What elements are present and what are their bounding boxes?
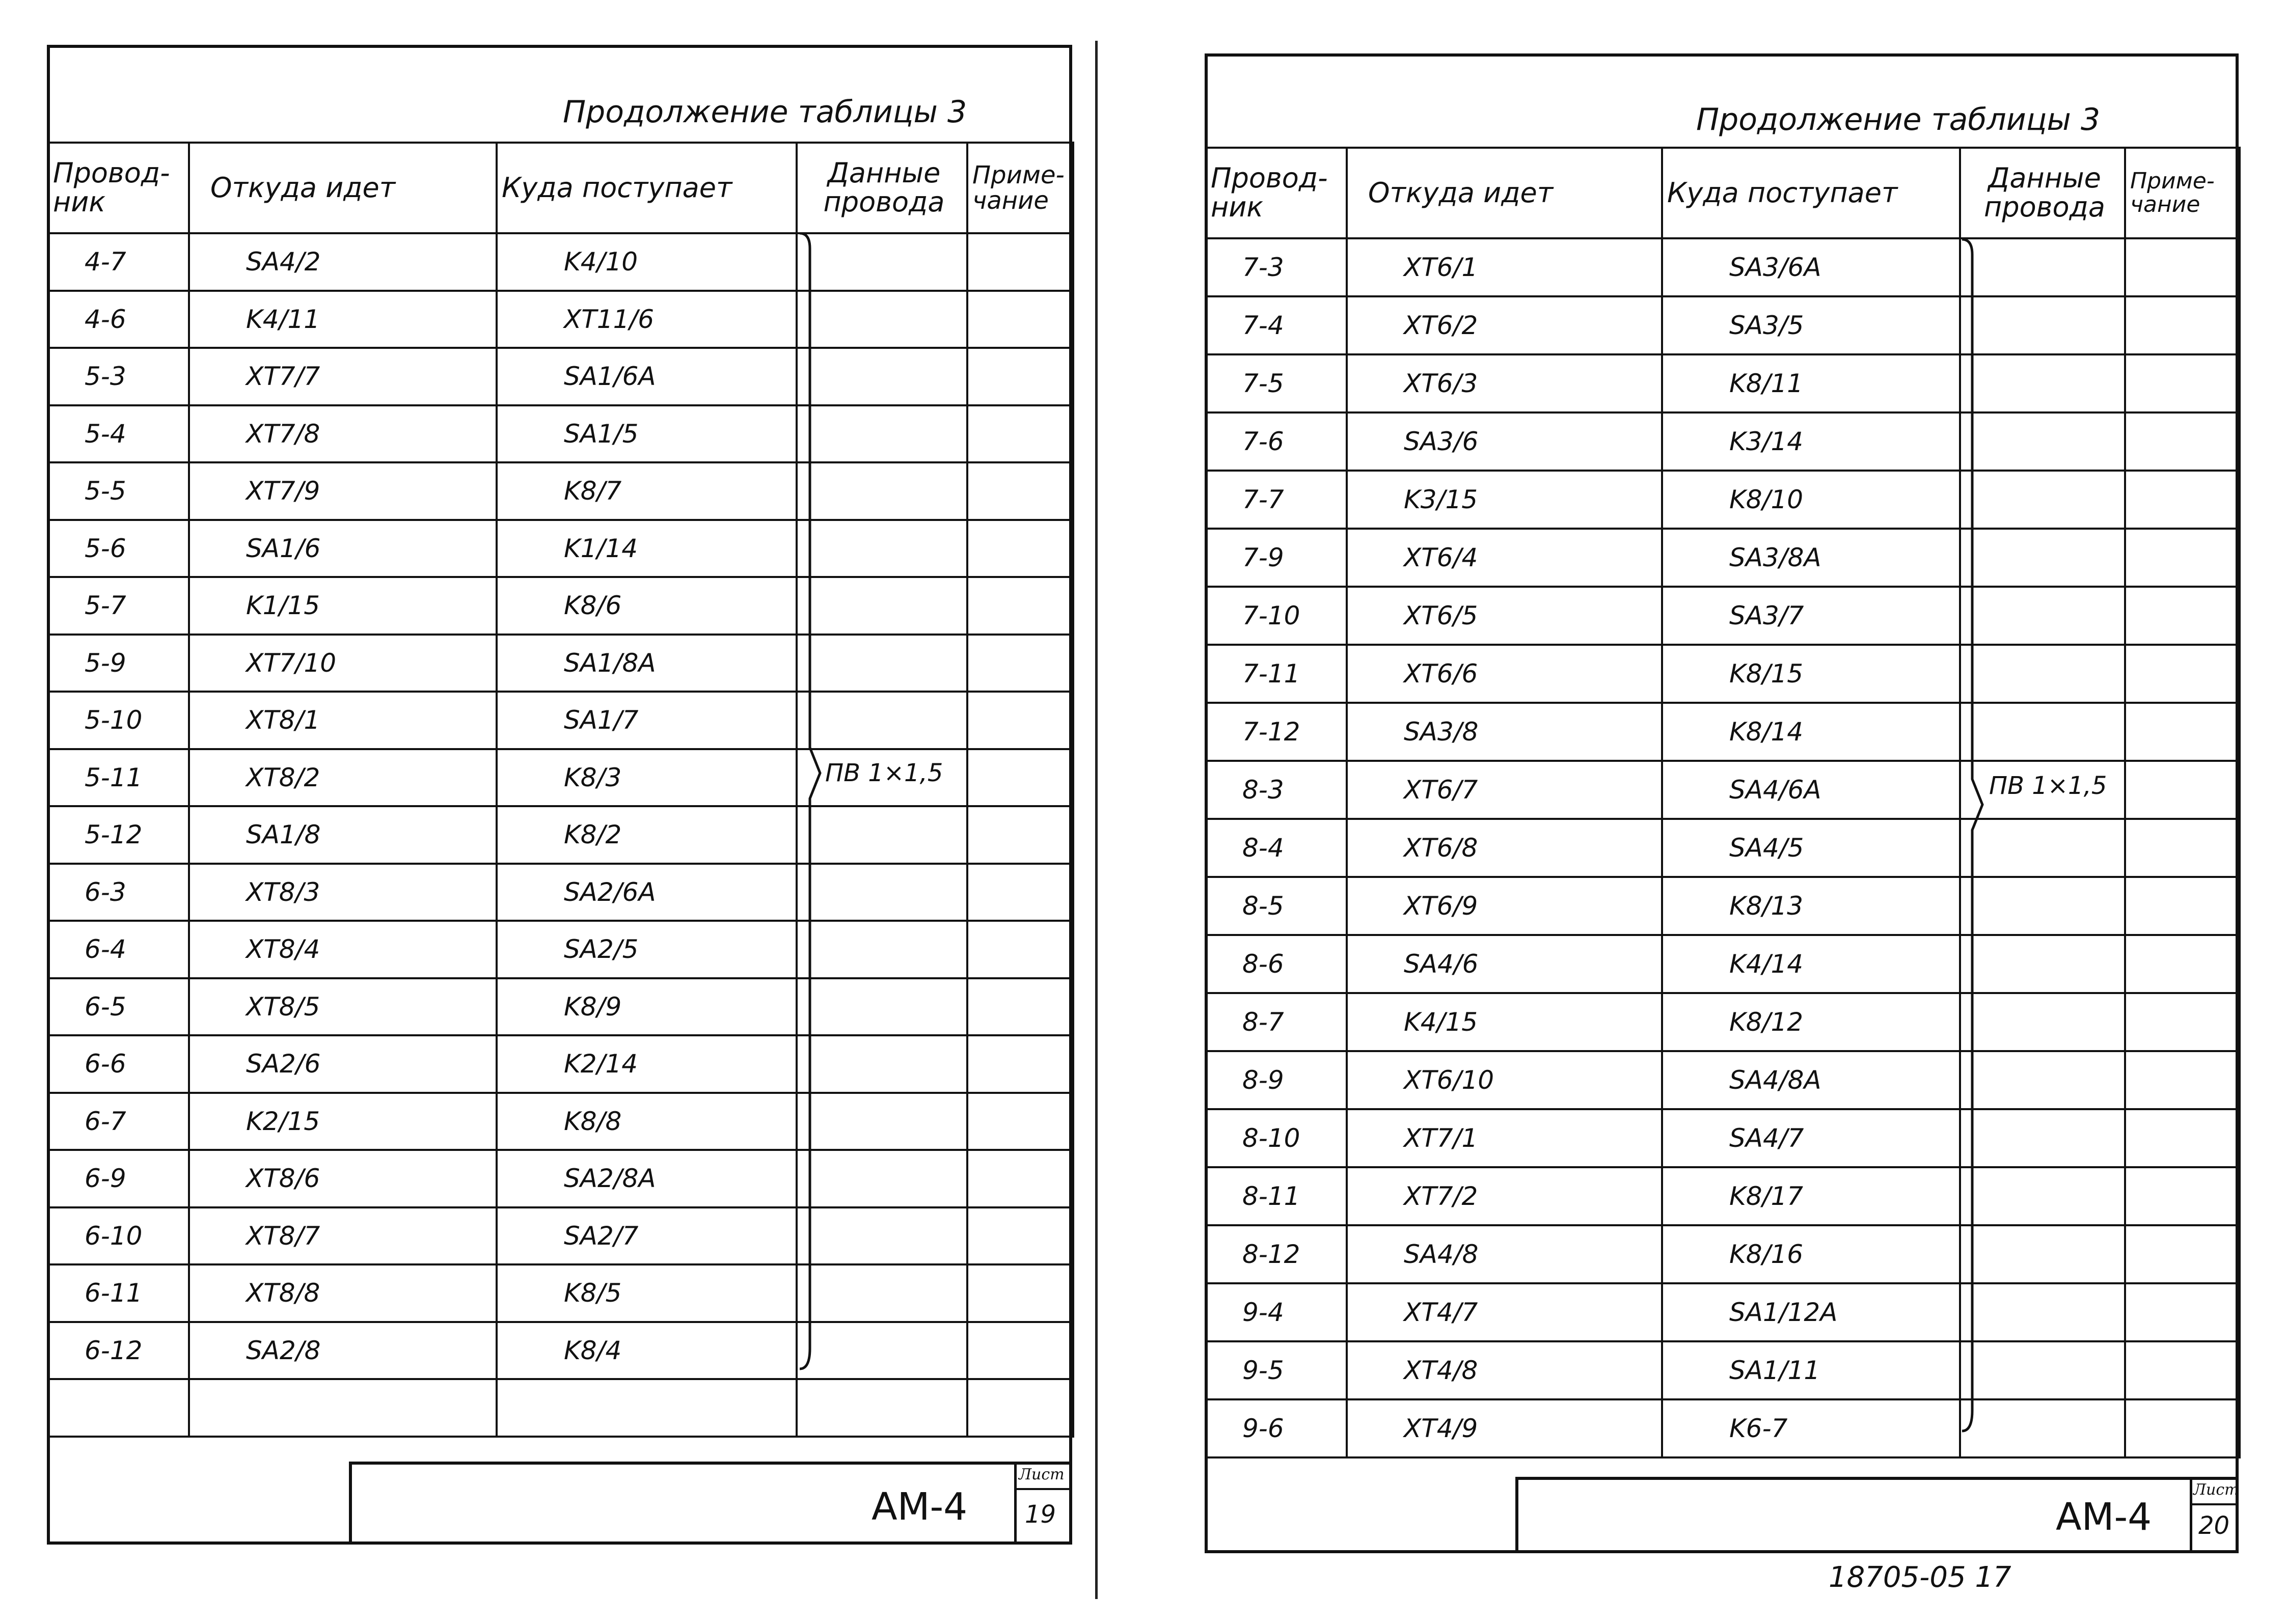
cell-from: XT8/4 <box>189 921 497 978</box>
cell-conductor: 7-5 <box>1206 354 1347 412</box>
table-row <box>48 692 1073 749</box>
table-row <box>1206 296 2240 354</box>
cell-note <box>967 462 1073 520</box>
cell-note <box>2125 819 2240 877</box>
table-row <box>1206 587 2240 645</box>
cell-from: XT4/7 <box>1347 1283 1662 1341</box>
left-table-caption: Продолжение таблицы 3 <box>563 94 967 130</box>
cell-note <box>967 692 1073 749</box>
table-row <box>1206 1399 2240 1457</box>
cell-from: XT7/2 <box>1347 1167 1662 1225</box>
cell-to <box>497 1379 797 1437</box>
cell-to: K3/14 <box>1662 412 1960 471</box>
cell-conductor: 5-7 <box>48 577 189 635</box>
cell-conductor: 8-3 <box>1206 761 1347 819</box>
cell-note <box>967 864 1073 921</box>
left-title-block <box>349 1462 1072 1545</box>
cell-conductor: 7-12 <box>1206 703 1347 761</box>
cell-conductor: 6-3 <box>48 864 189 921</box>
table-row <box>1206 238 2240 296</box>
cell-from: K4/15 <box>1347 993 1662 1051</box>
cell-to: SA3/6A <box>1662 238 1960 296</box>
table-row <box>48 635 1073 692</box>
cell-note <box>967 1207 1073 1265</box>
cell-note <box>2125 587 2240 645</box>
cell-conductor: 7-4 <box>1206 296 1347 354</box>
cell-to: SA2/8A <box>497 1150 797 1207</box>
cell-note <box>967 635 1073 692</box>
cell-note <box>2125 1109 2240 1167</box>
table-row <box>48 1035 1073 1093</box>
cell-note <box>2125 993 2240 1051</box>
header-from: Откуда идет <box>1347 148 1662 238</box>
cell-conductor: 8-12 <box>1206 1225 1347 1283</box>
table-row <box>1206 412 2240 471</box>
cell-note <box>967 749 1073 807</box>
cell-to: SA2/5 <box>497 921 797 978</box>
cell-to: K1/14 <box>497 520 797 577</box>
cell-conductor: 6-12 <box>48 1322 189 1380</box>
cell-from: SA4/8 <box>1347 1225 1662 1283</box>
cell-note <box>2125 1399 2240 1457</box>
right-wire-type: ПВ 1×1,5 <box>1989 772 2107 800</box>
cell-from: SA1/8 <box>189 806 497 864</box>
cell-note <box>2125 1225 2240 1283</box>
cell-from: K3/15 <box>1347 471 1662 529</box>
cell-conductor: 4-7 <box>48 233 189 291</box>
cell-from: XT6/3 <box>1347 354 1662 412</box>
cell-from: XT8/8 <box>189 1264 497 1322</box>
right-title-block <box>1515 1477 2239 1553</box>
header-wire-data: Данные провода <box>1960 148 2125 238</box>
cell-from: XT6/7 <box>1347 761 1662 819</box>
cell-to: K4/10 <box>497 233 797 291</box>
table-row <box>48 864 1073 921</box>
cell-note <box>967 1150 1073 1207</box>
cell-note <box>967 291 1073 348</box>
left-wire-type: ПВ 1×1,5 <box>825 759 943 787</box>
cell-to: SA4/7 <box>1662 1109 1960 1167</box>
cell-from: XT7/8 <box>189 405 497 463</box>
cell-from: XT8/2 <box>189 749 497 807</box>
header-conductor: Провод-ник <box>1206 148 1347 238</box>
cell-to: K8/2 <box>497 806 797 864</box>
right-wiring-table <box>1205 147 2241 1458</box>
cell-conductor: 4-6 <box>48 291 189 348</box>
cell-conductor: 6-10 <box>48 1207 189 1265</box>
cell-from: XT7/10 <box>189 635 497 692</box>
cell-conductor: 5-5 <box>48 462 189 520</box>
table-row <box>1206 529 2240 587</box>
cell-conductor: 6-4 <box>48 921 189 978</box>
cell-from: XT7/7 <box>189 348 497 405</box>
fold-line <box>1095 41 1098 1599</box>
cell-conductor: 6-7 <box>48 1093 189 1150</box>
table-row <box>1206 1109 2240 1167</box>
cell-note <box>967 1379 1073 1437</box>
cell-note <box>967 978 1073 1036</box>
cell-conductor: 7-11 <box>1206 645 1347 703</box>
cell-note <box>967 1093 1073 1150</box>
left-sheet-box <box>1014 1465 1072 1545</box>
cell-conductor: 6-9 <box>48 1150 189 1207</box>
cell-conductor: 8-11 <box>1206 1167 1347 1225</box>
right-sheet-divider <box>2192 1503 2239 1505</box>
cell-to: SA4/6A <box>1662 761 1960 819</box>
cell-to: XT11/6 <box>497 291 797 348</box>
cell-from: SA4/6 <box>1347 935 1662 993</box>
header-to: Куда поступает <box>497 143 797 233</box>
cell-from: XT8/7 <box>189 1207 497 1265</box>
left-wiring-table <box>47 142 1074 1438</box>
cell-note <box>967 577 1073 635</box>
table-header-row <box>1206 148 2240 238</box>
cell-conductor: 8-7 <box>1206 993 1347 1051</box>
table-row <box>1206 819 2240 877</box>
table-row <box>1206 1283 2240 1341</box>
table-header-row <box>48 143 1073 233</box>
cell-to: K8/12 <box>1662 993 1960 1051</box>
header-wire-data: Данные провода <box>797 143 967 233</box>
cell-from: XT7/9 <box>189 462 497 520</box>
left-sheet-divider <box>1017 1488 1072 1490</box>
cell-conductor: 5-6 <box>48 520 189 577</box>
cell-conductor: 5-12 <box>48 806 189 864</box>
footer-code: 18705-05 17 <box>1829 1561 2011 1594</box>
left-doc-code: АМ-4 <box>872 1485 968 1529</box>
cell-conductor: 9-4 <box>1206 1283 1347 1341</box>
right-sheet-label: Лист <box>2193 1481 2239 1499</box>
cell-conductor: 7-10 <box>1206 587 1347 645</box>
cell-to: K8/13 <box>1662 877 1960 935</box>
cell-note <box>2125 1167 2240 1225</box>
cell-conductor: 8-6 <box>1206 935 1347 993</box>
table-row <box>1206 1341 2240 1399</box>
cell-to: K8/17 <box>1662 1167 1960 1225</box>
cell-wire-data <box>797 1379 967 1437</box>
table-row <box>48 520 1073 577</box>
cell-from: XT8/3 <box>189 864 497 921</box>
cell-from: XT6/10 <box>1347 1051 1662 1109</box>
left-wire-brace <box>795 233 825 1379</box>
table-row <box>48 291 1073 348</box>
cell-to: SA1/5 <box>497 405 797 463</box>
table-row <box>1206 877 2240 935</box>
cell-conductor: 8-9 <box>1206 1051 1347 1109</box>
cell-to: K8/14 <box>1662 703 1960 761</box>
table-row <box>1206 1051 2240 1109</box>
cell-conductor: 7-6 <box>1206 412 1347 471</box>
right-table-caption: Продолжение таблицы 3 <box>1696 102 2101 137</box>
cell-note <box>2125 703 2240 761</box>
cell-to: K6-7 <box>1662 1399 1960 1457</box>
header-from: Откуда идет <box>189 143 497 233</box>
cell-conductor: 9-5 <box>1206 1341 1347 1399</box>
cell-to: SA1/6A <box>497 348 797 405</box>
table-row <box>48 577 1073 635</box>
cell-conductor: 6-6 <box>48 1035 189 1093</box>
cell-from: XT8/1 <box>189 692 497 749</box>
cell-from: XT6/6 <box>1347 645 1662 703</box>
cell-note <box>967 806 1073 864</box>
cell-from: XT6/4 <box>1347 529 1662 587</box>
cell-to: SA4/5 <box>1662 819 1960 877</box>
cell-to: K8/10 <box>1662 471 1960 529</box>
cell-note <box>2125 412 2240 471</box>
cell-to: SA3/7 <box>1662 587 1960 645</box>
table-row <box>1206 935 2240 993</box>
table-row <box>48 806 1073 864</box>
cell-to: K8/4 <box>497 1322 797 1380</box>
header-to: Куда поступает <box>1662 148 1960 238</box>
cell-from: K2/15 <box>189 1093 497 1150</box>
cell-conductor: 5-10 <box>48 692 189 749</box>
cell-to: SA1/7 <box>497 692 797 749</box>
table-row <box>1206 1167 2240 1225</box>
cell-to: K8/15 <box>1662 645 1960 703</box>
cell-from: SA1/6 <box>189 520 497 577</box>
cell-from: XT6/1 <box>1347 238 1662 296</box>
cell-from <box>189 1379 497 1437</box>
cell-to: SA1/8A <box>497 635 797 692</box>
cell-to: SA1/11 <box>1662 1341 1960 1399</box>
right-wire-brace <box>1957 239 1988 1441</box>
cell-note <box>967 520 1073 577</box>
table-row <box>48 1264 1073 1322</box>
cell-conductor <box>48 1379 189 1437</box>
cell-conductor: 8-4 <box>1206 819 1347 877</box>
cell-conductor: 5-3 <box>48 348 189 405</box>
cell-to: K4/14 <box>1662 935 1960 993</box>
cell-from: SA2/8 <box>189 1322 497 1380</box>
table-row <box>48 1207 1073 1265</box>
table-row <box>48 921 1073 978</box>
table-row <box>48 1093 1073 1150</box>
cell-to: SA3/8A <box>1662 529 1960 587</box>
cell-note <box>2125 296 2240 354</box>
cell-to: K8/7 <box>497 462 797 520</box>
cell-to: K8/8 <box>497 1093 797 1150</box>
cell-conductor: 8-5 <box>1206 877 1347 935</box>
cell-to: K8/9 <box>497 978 797 1036</box>
cell-from: SA4/2 <box>189 233 497 291</box>
cell-note <box>2125 935 2240 993</box>
table-row <box>48 1150 1073 1207</box>
table-row <box>1206 993 2240 1051</box>
table-row <box>48 978 1073 1036</box>
table-row <box>1206 645 2240 703</box>
cell-from: SA3/8 <box>1347 703 1662 761</box>
cell-from: XT4/9 <box>1347 1399 1662 1457</box>
header-note: Приме-чание <box>967 143 1073 233</box>
cell-note <box>2125 877 2240 935</box>
cell-conductor: 7-3 <box>1206 238 1347 296</box>
cell-conductor: 5-4 <box>48 405 189 463</box>
cell-note <box>967 348 1073 405</box>
cell-conductor: 6-5 <box>48 978 189 1036</box>
right-doc-code: АМ-4 <box>2056 1495 2152 1539</box>
cell-note <box>2125 354 2240 412</box>
cell-conductor: 7-9 <box>1206 529 1347 587</box>
cell-from: XT4/8 <box>1347 1341 1662 1399</box>
cell-note <box>2125 1051 2240 1109</box>
cell-note <box>2125 1283 2240 1341</box>
cell-to: K8/6 <box>497 577 797 635</box>
cell-from: XT6/5 <box>1347 587 1662 645</box>
table-row <box>48 405 1073 463</box>
cell-note <box>2125 761 2240 819</box>
cell-from: XT8/6 <box>189 1150 497 1207</box>
cell-conductor: 7-7 <box>1206 471 1347 529</box>
cell-note <box>2125 645 2240 703</box>
cell-to: SA4/8A <box>1662 1051 1960 1109</box>
right-sheet-number: 20 <box>2198 1511 2230 1540</box>
cell-to: K8/5 <box>497 1264 797 1322</box>
cell-note <box>967 405 1073 463</box>
cell-to: K8/11 <box>1662 354 1960 412</box>
cell-conductor: 8-10 <box>1206 1109 1347 1167</box>
table-row <box>48 233 1073 291</box>
table-row <box>1206 1225 2240 1283</box>
cell-note <box>2125 471 2240 529</box>
cell-to: SA2/7 <box>497 1207 797 1265</box>
cell-from: K4/11 <box>189 291 497 348</box>
cell-to: K8/3 <box>497 749 797 807</box>
cell-conductor: 5-9 <box>48 635 189 692</box>
cell-to: K2/14 <box>497 1035 797 1093</box>
cell-from: SA3/6 <box>1347 412 1662 471</box>
cell-from: SA2/6 <box>189 1035 497 1093</box>
table-row <box>1206 703 2240 761</box>
cell-note <box>967 1322 1073 1380</box>
table-row <box>48 348 1073 405</box>
table-row <box>1206 471 2240 529</box>
cell-from: XT6/2 <box>1347 296 1662 354</box>
cell-from: K1/15 <box>189 577 497 635</box>
table-row <box>48 462 1073 520</box>
cell-note <box>2125 238 2240 296</box>
cell-from: XT7/1 <box>1347 1109 1662 1167</box>
cell-to: SA1/12A <box>1662 1283 1960 1341</box>
cell-from: XT6/8 <box>1347 819 1662 877</box>
header-note: Приме-чание <box>2125 148 2240 238</box>
cell-to: SA3/5 <box>1662 296 1960 354</box>
left-sheet-number: 19 <box>1025 1500 1056 1529</box>
cell-note <box>2125 1341 2240 1399</box>
table-row <box>48 1322 1073 1380</box>
cell-note <box>967 1035 1073 1093</box>
cell-note <box>967 1264 1073 1322</box>
left-sheet-label: Лист <box>1019 1466 1065 1483</box>
cell-note <box>2125 529 2240 587</box>
header-conductor: Провод-ник <box>48 143 189 233</box>
table-row <box>48 1379 1073 1437</box>
cell-to: K8/16 <box>1662 1225 1960 1283</box>
cell-conductor: 6-11 <box>48 1264 189 1322</box>
table-row <box>1206 354 2240 412</box>
cell-note <box>967 921 1073 978</box>
cell-to: SA2/6A <box>497 864 797 921</box>
cell-conductor: 9-6 <box>1206 1399 1347 1457</box>
cell-conductor: 5-11 <box>48 749 189 807</box>
cell-from: XT6/9 <box>1347 877 1662 935</box>
right-sheet-box <box>2190 1480 2239 1553</box>
cell-from: XT8/5 <box>189 978 497 1036</box>
cell-note <box>967 233 1073 291</box>
